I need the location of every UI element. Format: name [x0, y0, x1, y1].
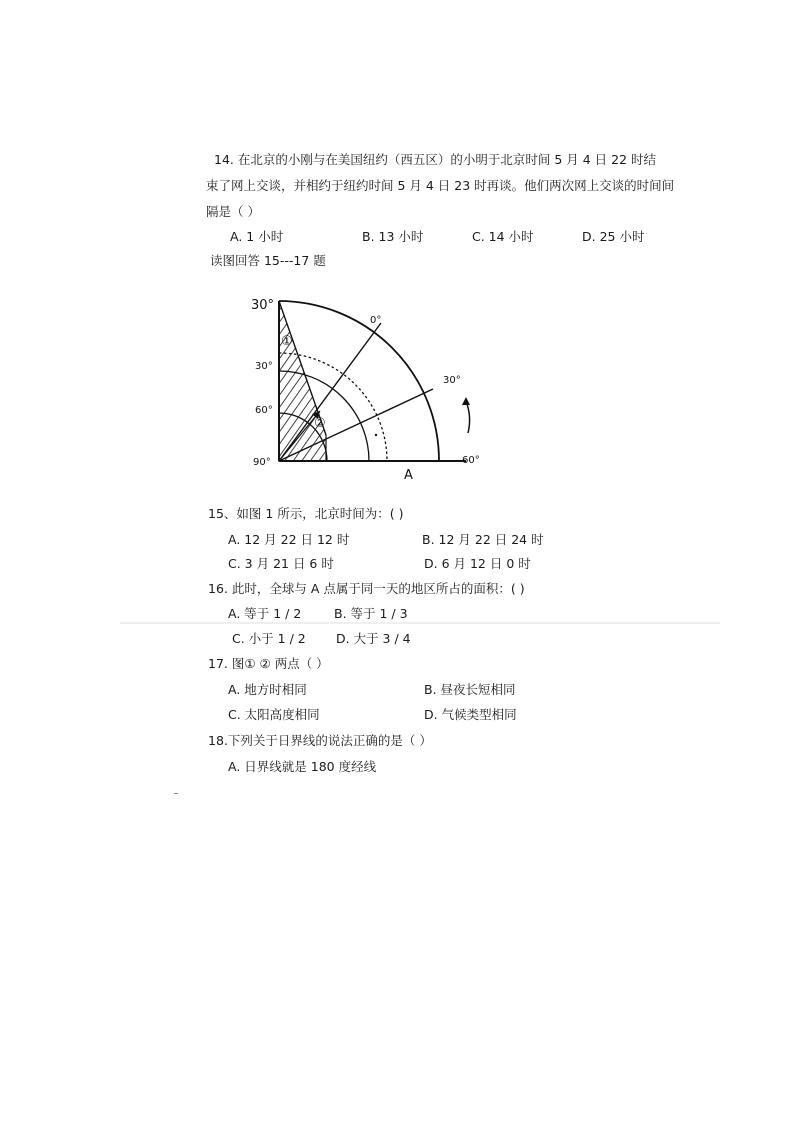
- q14-option-a: A. 1 小时: [230, 229, 284, 244]
- read-figure-instruction: 读图回答 15---17 题: [210, 253, 326, 268]
- q17-stem: 17. 图① ② 两点（ ）: [208, 656, 329, 671]
- scan-speck: [174, 793, 178, 794]
- q14-option-c: C. 14 小时: [472, 229, 534, 244]
- q15-option-a: A. 12 月 22 日 12 时: [228, 532, 350, 547]
- q17-option-a: A. 地方时相同: [228, 682, 307, 697]
- label-lon-0: 0°: [370, 315, 382, 326]
- label-lat-30: 30°: [255, 361, 273, 372]
- q16-option-a: A. 等于 1 / 2: [228, 606, 302, 621]
- q16-option-d: D. 大于 3 / 4: [336, 631, 411, 646]
- q14-option-b: B. 13 小时: [362, 229, 424, 244]
- q18-option-a: A. 日界线就是 180 度经线: [228, 759, 377, 774]
- polar-projection-figure: [248, 293, 488, 483]
- q17-option-c: C. 太阳高度相同: [228, 707, 320, 722]
- marker-1: ①: [281, 334, 293, 349]
- q15-option-d: D. 6 月 12 日 0 时: [424, 556, 531, 571]
- q14-line-3: 隔是（ ）: [206, 204, 260, 219]
- label-lon-30: 30°: [443, 375, 461, 386]
- marker-2: ②: [314, 416, 326, 431]
- q14-option-d: D. 25 小时: [582, 229, 645, 244]
- q16-option-c: C. 小于 1 / 2: [232, 631, 306, 646]
- q15-option-b: B. 12 月 22 日 24 时: [422, 532, 544, 547]
- label-lat-top: 30°: [251, 298, 275, 313]
- q15-stem: 15、如图 1 所示，北京时间为：( ): [208, 506, 404, 521]
- rotation-arrow: [466, 401, 470, 433]
- q18-stem: 18.下列关于日界线的说法正确的是（ ）: [208, 733, 432, 748]
- q16-option-b: B. 等于 1 / 3: [334, 606, 408, 621]
- q16-stem: 16. 此时，全球与 A 点属于同一天的地区所占的面积：( ): [208, 581, 525, 596]
- q14-line-1: 14. 在北京的小刚与在美国纽约（西五区）的小明于北京时间 5 月 4 日 22 时结: [214, 152, 657, 167]
- label-pole: 90°: [253, 457, 271, 468]
- q15-option-c: C. 3 月 21 日 6 时: [228, 556, 334, 571]
- q14-line-2: 束了网上交谈，并相约于纽约时间 5 月 4 日 23 时再谈。他们两次网上交谈的时间间: [206, 178, 675, 193]
- label-point-a: A: [404, 468, 413, 483]
- scan-artifact: [120, 622, 720, 624]
- label-lon-60: 60°: [462, 455, 480, 466]
- q17-option-d: D. 气候类型相同: [424, 707, 517, 722]
- label-lat-60: 60°: [255, 405, 273, 416]
- rotation-arrowhead: [462, 397, 470, 405]
- q17-option-b: B. 昼夜长短相同: [424, 682, 516, 697]
